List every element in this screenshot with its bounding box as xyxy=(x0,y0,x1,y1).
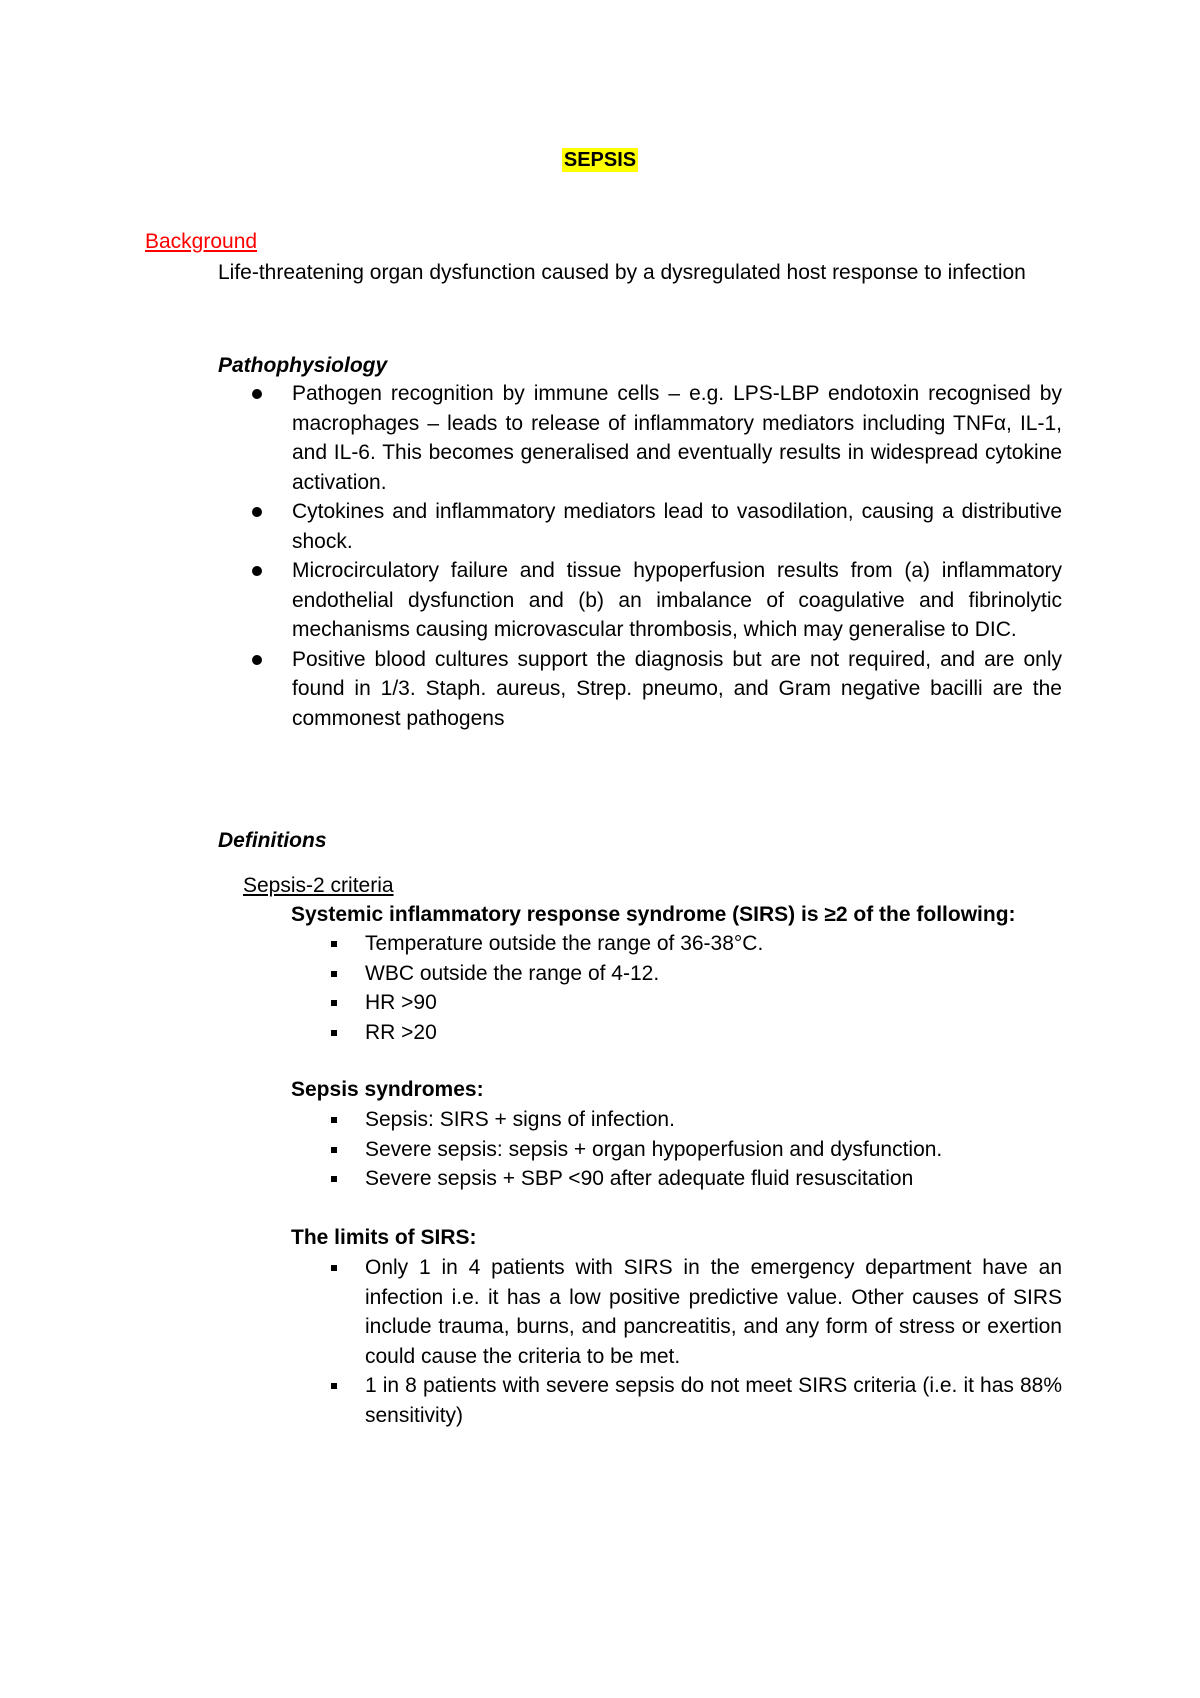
bullet-icon xyxy=(331,1147,337,1153)
list-item xyxy=(291,1018,1062,1048)
list-item xyxy=(291,959,1062,989)
definitions-heading: Definitions xyxy=(218,829,327,852)
bullet-icon xyxy=(252,389,262,399)
sirs-item-text: HR >90 xyxy=(365,991,437,1014)
list-item xyxy=(218,556,1062,645)
syndromes-list xyxy=(291,1105,1062,1194)
limits-heading: The limits of SIRS: xyxy=(291,1226,477,1249)
sirs-list xyxy=(291,929,1062,1047)
background-definition: Life-threatening organ dysfunction caused by a dysregulated host response to infection xyxy=(218,261,1026,284)
bullet-icon xyxy=(331,1000,337,1006)
list-item xyxy=(291,1135,1062,1165)
sirs-heading: Systemic inflammatory response syndrome (SIRS) is ≥2 of the following: xyxy=(291,903,1016,926)
background-heading: Background xyxy=(145,230,258,253)
bullet-icon xyxy=(331,1383,337,1389)
list-item xyxy=(291,929,1062,959)
pathophysiology-list-wrap xyxy=(218,379,1062,733)
syndromes-item-text: Severe sepsis: sepsis + organ hypoperfusion and dysfunction. xyxy=(365,1137,943,1161)
list-item xyxy=(218,497,1062,556)
syndromes-heading: Sepsis syndromes: xyxy=(291,1078,484,1101)
pathophysiology-list xyxy=(218,379,1062,733)
pathophysiology-item-text: Microcirculatory failure and tissue hypoperfusion results from (a) inflammatory endothelial dysfunction and (b) an imbalance of coagulative and fibrinolytic mechanisms causing microvascular thrombosis, which may generalise to DIC. xyxy=(292,559,1062,641)
list-item xyxy=(291,1253,1062,1371)
list-item xyxy=(218,379,1062,497)
pathophysiology-item-text: Positive blood cultures support the diagnosis but are not required, and are only found in 1/3. Staph. aureus, Strep. pneumo, and Gram negative bacilli are the commonest pathogens xyxy=(292,647,1062,730)
bullet-icon xyxy=(331,1117,337,1123)
sirs-item-text: RR >20 xyxy=(365,1020,437,1044)
bullet-icon xyxy=(331,941,337,947)
limits-list xyxy=(291,1253,1062,1430)
bullet-icon xyxy=(252,655,262,665)
list-item xyxy=(291,1164,1062,1194)
syndromes-item-text: Sepsis: SIRS + signs of infection. xyxy=(365,1108,675,1131)
sepsis2-heading: Sepsis-2 criteria xyxy=(243,874,394,897)
limits-item-text: Only 1 in 4 patients with SIRS in the emergency department have an infection i.e. it has a low positive predictive value. Other causes of SIRS include trauma, burns, and pancreatitis, and any form of stress or exertion could cause the criteria to be met. xyxy=(365,1256,1062,1368)
syndromes-list-wrap xyxy=(291,1105,1062,1194)
limits-list-wrap xyxy=(291,1253,1062,1430)
bullet-icon xyxy=(331,1265,337,1271)
page-title: SEPSIS xyxy=(563,149,637,171)
bullet-icon xyxy=(252,566,262,576)
list-item xyxy=(291,1105,1062,1135)
bullet-icon xyxy=(331,1176,337,1182)
list-item xyxy=(291,1371,1062,1430)
list-item xyxy=(291,988,1062,1018)
title-wrap xyxy=(0,148,1200,172)
limits-item-text: 1 in 8 patients with severe sepsis do not meet SIRS criteria (i.e. it has 88% sensitivity) xyxy=(365,1374,1062,1427)
sirs-item-text: Temperature outside the range of 36-38°C. xyxy=(365,932,764,955)
sirs-list-wrap xyxy=(291,929,1062,1047)
pathophysiology-item-text: Pathogen recognition by immune cells – e.g. LPS-LBP endotoxin recognised by macrophages – leads to release of inflammatory mediators including TNFα, IL-1, and IL-6. This becomes generalised and eventually results in widespread cytokine activation. xyxy=(292,382,1062,494)
bullet-icon xyxy=(331,971,337,977)
syndromes-item-text: Severe sepsis + SBP <90 after adequate fluid resuscitation xyxy=(365,1167,914,1190)
pathophysiology-heading: Pathophysiology xyxy=(218,354,388,377)
bullet-icon xyxy=(252,507,262,517)
sirs-item-text: WBC outside the range of 4-12. xyxy=(365,961,660,985)
pathophysiology-item-text: Cytokines and inflammatory mediators lead to vasodilation, causing a distributive shock. xyxy=(292,500,1062,553)
list-item xyxy=(218,645,1062,734)
bullet-icon xyxy=(331,1030,337,1036)
